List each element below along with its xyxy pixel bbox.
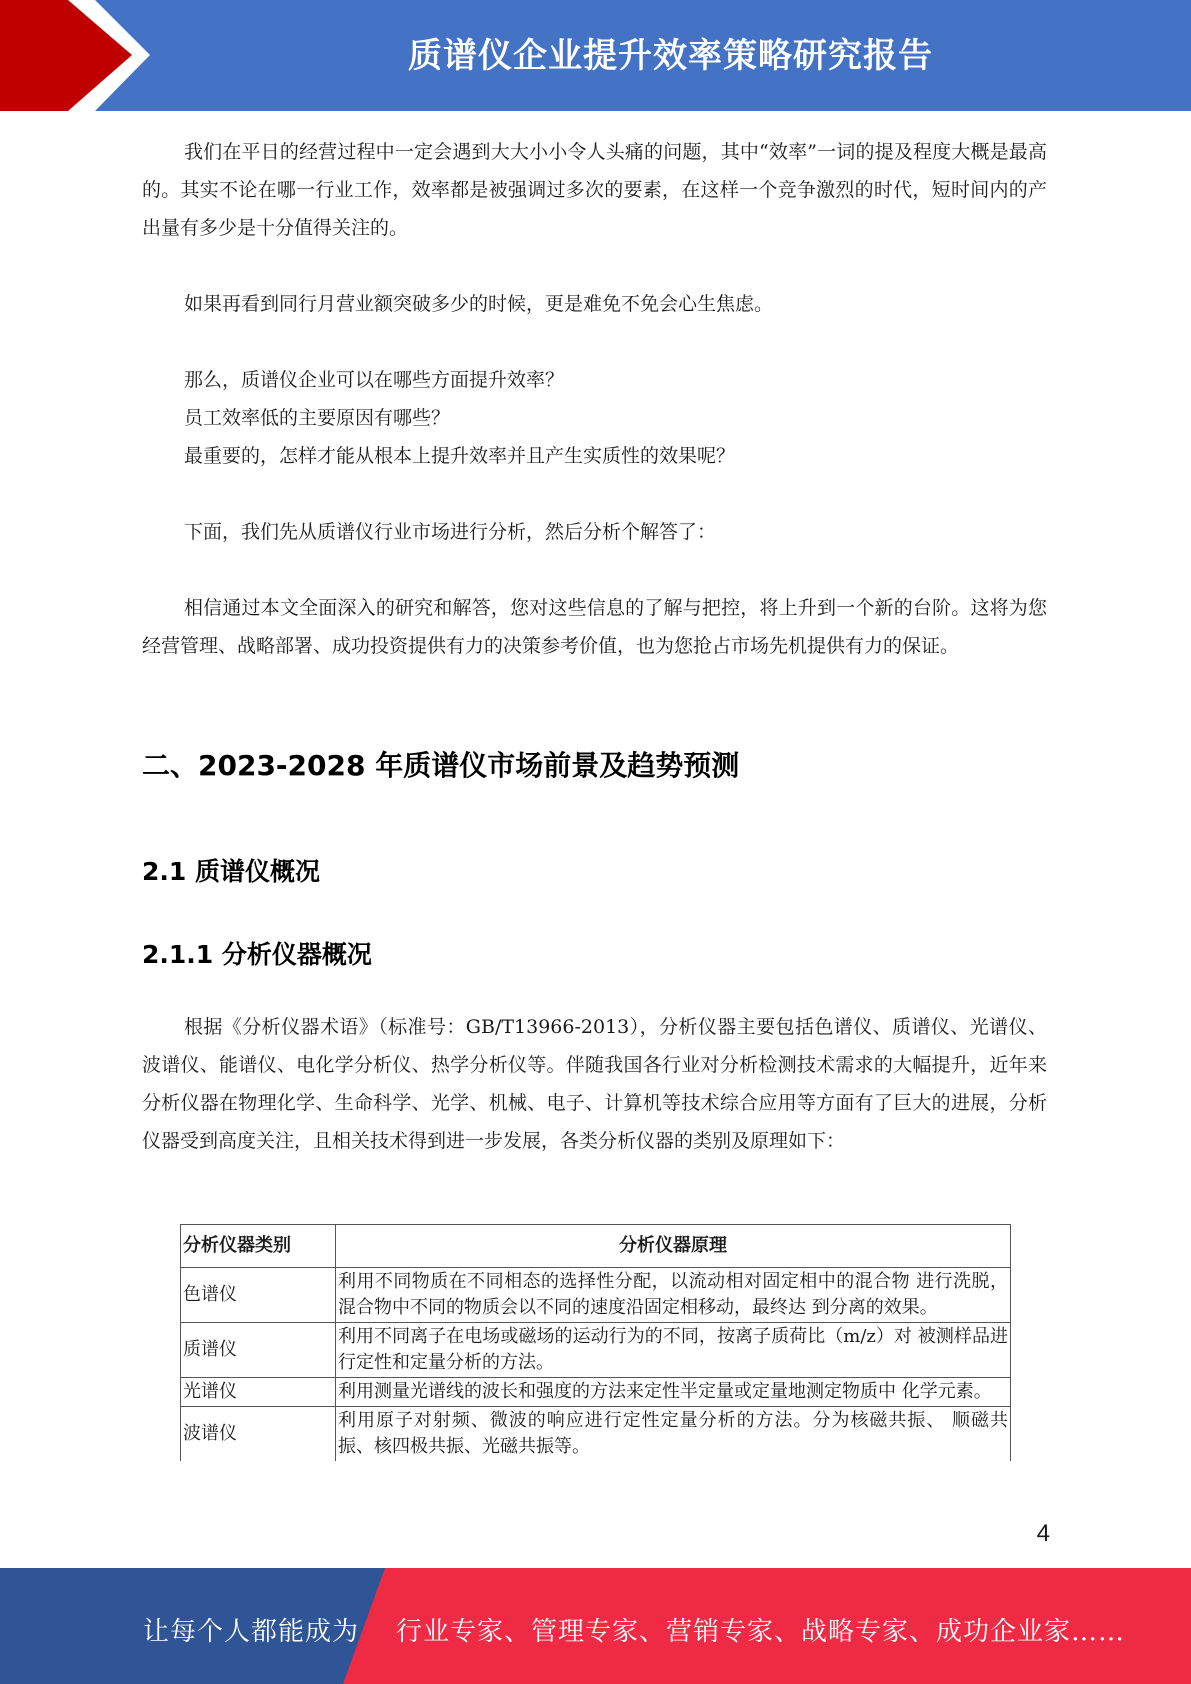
table-header-row bbox=[181, 1225, 1011, 1268]
footer-slogan-right: 行业专家、管理专家、营销专家、战略专家、成功企业家…… bbox=[396, 1617, 1126, 1647]
table-header-cell: 分析仪器类别 bbox=[181, 1225, 336, 1268]
table-header-cell: 分析仪器原理 bbox=[336, 1225, 1011, 1268]
intro-question: 员工效率低的主要原因有哪些？ bbox=[184, 407, 451, 429]
body-paragraph: 根据《分析仪器术语》（标准号：GB/T13966-2013），分析仪器主要包括色谱仪、质谱仪、光谱仪、波谱仪、能谱仪、电化学分析仪、热学分析仪等。伴随我国各行业对分析检测技术需求的大幅提升，近年来分析仪器在物理化学、生命科学、光学、机械、电子、计算机等技术综合应用等方面有了巨大的进展，分析仪器受到高度关注，且相关技术得到进一步发展，各类分析仪器的类别及原理如下： bbox=[142, 1016, 1047, 1152]
intro-question: 最重要的，怎样才能从根本上提升效率并且产生实质性的效果呢？ bbox=[184, 445, 736, 467]
subsection-heading: 2.1 质谱仪概况 bbox=[142, 857, 320, 886]
instrument-table bbox=[180, 1224, 1011, 1461]
intro-paragraph: 相信通过本文全面深入的研究和解答，您对这些信息的了解与把控，将上升到一个新的台阶。这将为您经营管理、战略部署、成功投资提供有力的决策参考价值，也为您抢占市场先机提供有力的保证。 bbox=[142, 597, 1047, 657]
table-cell-category: 质谱仪 bbox=[181, 1323, 336, 1378]
table-cell-category: 色谱仪 bbox=[181, 1268, 336, 1323]
subsection-heading: 2.1.1 分析仪器概况 bbox=[142, 940, 372, 969]
table-row bbox=[181, 1407, 1011, 1462]
page-header bbox=[0, 0, 1191, 111]
table-cell-principle: 利用原子对射频、微波的响应进行定性定量分析的方法。分为核磁共振、 顺磁共振、核四极共振、光磁共振等。 bbox=[336, 1407, 1011, 1462]
footer-slogan-left: 让每个人都能成为 bbox=[143, 1617, 360, 1647]
table-row bbox=[181, 1323, 1011, 1378]
intro-section bbox=[142, 133, 1047, 665]
intro-paragraph: 如果再看到同行月营业额突破多少的时候，更是难免不免会心生焦虑。 bbox=[184, 293, 774, 315]
intro-question: 那么，质谱仪企业可以在哪些方面提升效率？ bbox=[184, 369, 565, 391]
table-row bbox=[181, 1268, 1011, 1323]
page-footer bbox=[0, 1568, 1191, 1684]
table-cell-principle: 利用不同物质在不同相态的选择性分配，以流动相对固定相中的混合物 进行洗脱，混合物中不同的物质会以不同的速度沿固定相移动，最终达 到分离的效果。 bbox=[336, 1268, 1011, 1323]
intro-paragraph: 我们在平日的经营过程中一定会遇到大大小小令人头痛的问题，其中“效率”一词的提及程度大概是最高的。其实不论在哪一行业工作，效率都是被强调过多次的要素，在这样一个竞争激烈的时代，短时间内的产出量有多少是十分值得关注的。 bbox=[142, 141, 1047, 239]
page-number: 4 bbox=[1036, 1520, 1050, 1547]
body-paragraph-container bbox=[142, 1008, 1047, 1160]
table-row bbox=[181, 1378, 1011, 1407]
section-heading: 二、2023-2028 年质谱仪市场前景及趋势预测 bbox=[142, 749, 740, 782]
table-cell-principle: 利用不同离子在电场或磁场的运动行为的不同，按离子质荷比（m/z）对 被测样品进行定性和定量分析的方法。 bbox=[336, 1323, 1011, 1378]
report-title: 质谱仪企业提升效率策略研究报告 bbox=[408, 36, 933, 76]
intro-paragraph: 下面，我们先从质谱仪行业市场进行分析，然后分析个解答了： bbox=[184, 521, 717, 543]
table-cell-category: 光谱仪 bbox=[181, 1378, 336, 1407]
table-cell-category: 波谱仪 bbox=[181, 1407, 336, 1462]
table-cell-principle: 利用测量光谱线的波长和强度的方法来定性半定量或定量地测定物质中 化学元素。 bbox=[336, 1378, 1011, 1407]
